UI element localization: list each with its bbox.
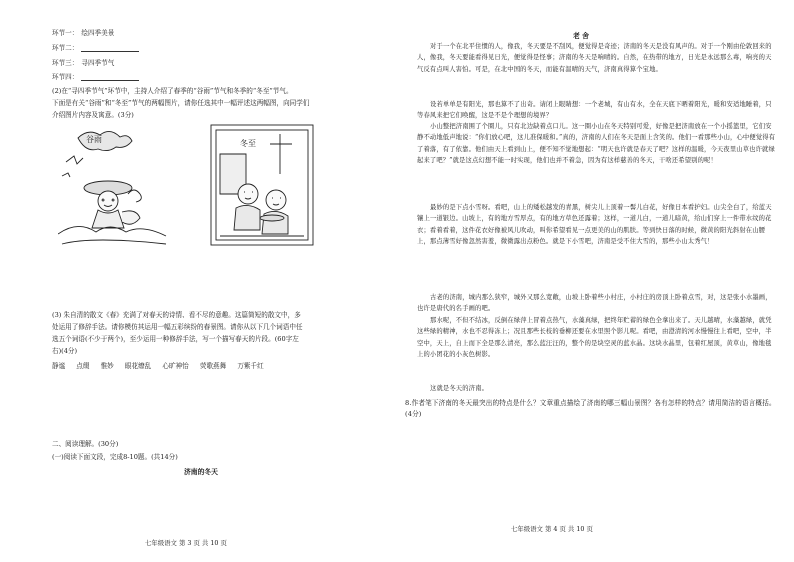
word-5: 心旷神怡 [162,362,189,370]
word-3: 惟妙 [100,362,114,370]
link-1 [52,29,114,37]
link-1-label: 环节一： [52,29,79,37]
link-3-label: 环节三： [52,59,79,67]
paragraph-2: 设若单单是有阳光，那也算不了出奇。请闭上眼睛想：一个老城，有山有水，全在天底下晒着阳光，暖和安适地睡着，只等春风来把它们唤醒，这是不是个理想的境界？ [417,101,772,120]
paragraph-3: 小山整把济南围了个圈儿，只有北边缺着点口儿。这一圈小山在冬天特别可爱，好像是把济南放在一个小摇篮里，它们安静不动地低声地说：“你们放心吧，这儿准保暖和。”真的，济南的人们在冬天是面上含笑的。他们一看那些小山，心中便觉得有了着落，有了依靠。他们由天上看到山上，便不知不觉地想起：“明天也许就是春天了吧？这样的温暖，今天夜里山草也许就绿起来了吧？”就是这点幻想不能一时实现，他们也并不着急，因为有这样慈善的冬天，干啥还希望别的呢！ [417,123,776,164]
paragraph-5: 古老的济南，城内那么狭窄，城外又那么宽敞，山坡上卧着些小村庄，小村庄的房顶上卧着点雪，对，这是张小水墨画，也许是唐代的名手画的吧。 [417,294,772,313]
passage-title: 济南的冬天 [184,468,218,476]
q3-line-1: (3) 朱自清的散文《春》充满了对春天的诗情、看不尽的意趣。这篇简短的散文中，多 [52,311,301,319]
question-8: 8.作者笔下济南的冬天最突出的特点是什么？文章重点描绘了济南的哪三幅山景图？各有怎样的特点？请用简洁的语言概括。(4分) [405,399,776,418]
word-7: 万紫千红 [237,362,264,370]
paragraph-4: 最妙的是下点小雪呀。看吧，山上的矮松越发的青黑，树尖儿上顶着一髻儿白花，好像日本看护妇。山尖全白了，给蓝天镶上一道银边。山坡上，有的地方雪厚点，有的地方草色还露着；这样，一道儿白，一道儿暗黄，给山们穿上一件带水纹的花衣；看着看着，这件花衣好像被风儿吹动，叫你希望看见一点更美的山的肌肤。等到快日落的时候，微黄的阳光斜射在山腰上，那点薄雪好像忽然害羞，微微露出点粉色。就是下小雪吧，济南是受不住大雪的，那些小山太秀气！ [417,204,772,245]
paragraph-7: 这就是冬天的济南。 [430,385,489,392]
guyu-illustration [58,124,170,249]
word-6: 荧歌燕舞 [199,362,227,370]
link-3 [52,59,114,67]
q3-line-4: 右)(4分) [52,347,78,355]
paragraph-1: 对于一个在北平住惯的人，像我，冬天要是不刮风，便觉得是奇迹；济南的冬天是没有风声的。对于一个刚由伦敦回来的人，像我，冬天要能看得见日光，便觉得是怪事；济南的冬天是响晴的。自然，在热带的地方，日光是永远那么毒，响亮的天气反有点叫人害怕。可是，在北中国的冬天，而能有温晴的天气，济南真得算个宝地。 [417,43,772,73]
link-3-value: 寻四季节气 [81,59,115,67]
section2-subtitle: (一)阅读下面文段，完成8-10题。(共14分) [52,453,178,461]
link-4-blank [81,74,139,81]
dongzhi-illustration [210,124,314,246]
paragraph-6: 那水呢，不但不结冰，反倒在绿萍上冒着点热气，水藻真绿，把终年贮蓄的绿色全拿出来了。天儿越晴，水藻越绿，就凭这些绿的精神，水也不忍得冻上；况且那些长枝的垂柳还要在水里照个影儿呢。看吧，由澄清的河水慢慢往上看吧，空中，半空中，天上，自上而下全是那么清亮，那么蓝汪汪的，整个的是块空灵的蓝水晶。这块水晶里，包着红屋顶，黄草山，像地毯上的小团花的小灰色树影。 [417,317,772,358]
q2-line-2: 下面是有关“谷雨”和“冬至”节气的两幅图片，请你任选其中一幅评述这两幅图，向同学们 [52,99,310,107]
q3-line-2: 处运用了修辞手法。请你模仿其运用一幅五彩缤纷的春景图。请你从以下几个词语中任 [52,323,303,331]
word-4: 眼花缭乱 [124,362,152,370]
word-1: 静谧 [52,362,66,370]
dongzhi-caption: 冬至 [240,139,256,148]
q2-line-3: 介绍图片内容及寓意。(3分) [52,111,134,119]
right-footer: 七年级语文 第 4 页 共 10 页 [511,525,593,533]
left-footer: 七年级语文 第 3 页 共 10 页 [145,539,227,547]
link-4 [52,73,139,81]
author: 老 舍 [573,32,589,40]
guyu-caption: 谷雨 [86,135,102,144]
word-2: 点缀 [76,362,90,370]
right-page [397,0,794,562]
word-bank [52,362,273,370]
link-1-value: 绘四季美景 [81,29,115,37]
link-2-blank [81,45,139,52]
link-2-label: 环节二： [52,44,79,52]
q3-line-3: 选五个词语(不少于两个)，至少运用一种修辞手法，写一个描写春天的片段。(60字左 [52,335,299,343]
link-4-label: 环节四： [52,73,79,81]
link-2 [52,44,139,52]
section2-title: 二、阅读理解。(30分) [52,440,119,448]
q2-line-1: (2)在“寻四季节气”环节中，主持人介绍了春季的“谷雨”节气和冬季的“冬至”节气。 [52,87,293,95]
